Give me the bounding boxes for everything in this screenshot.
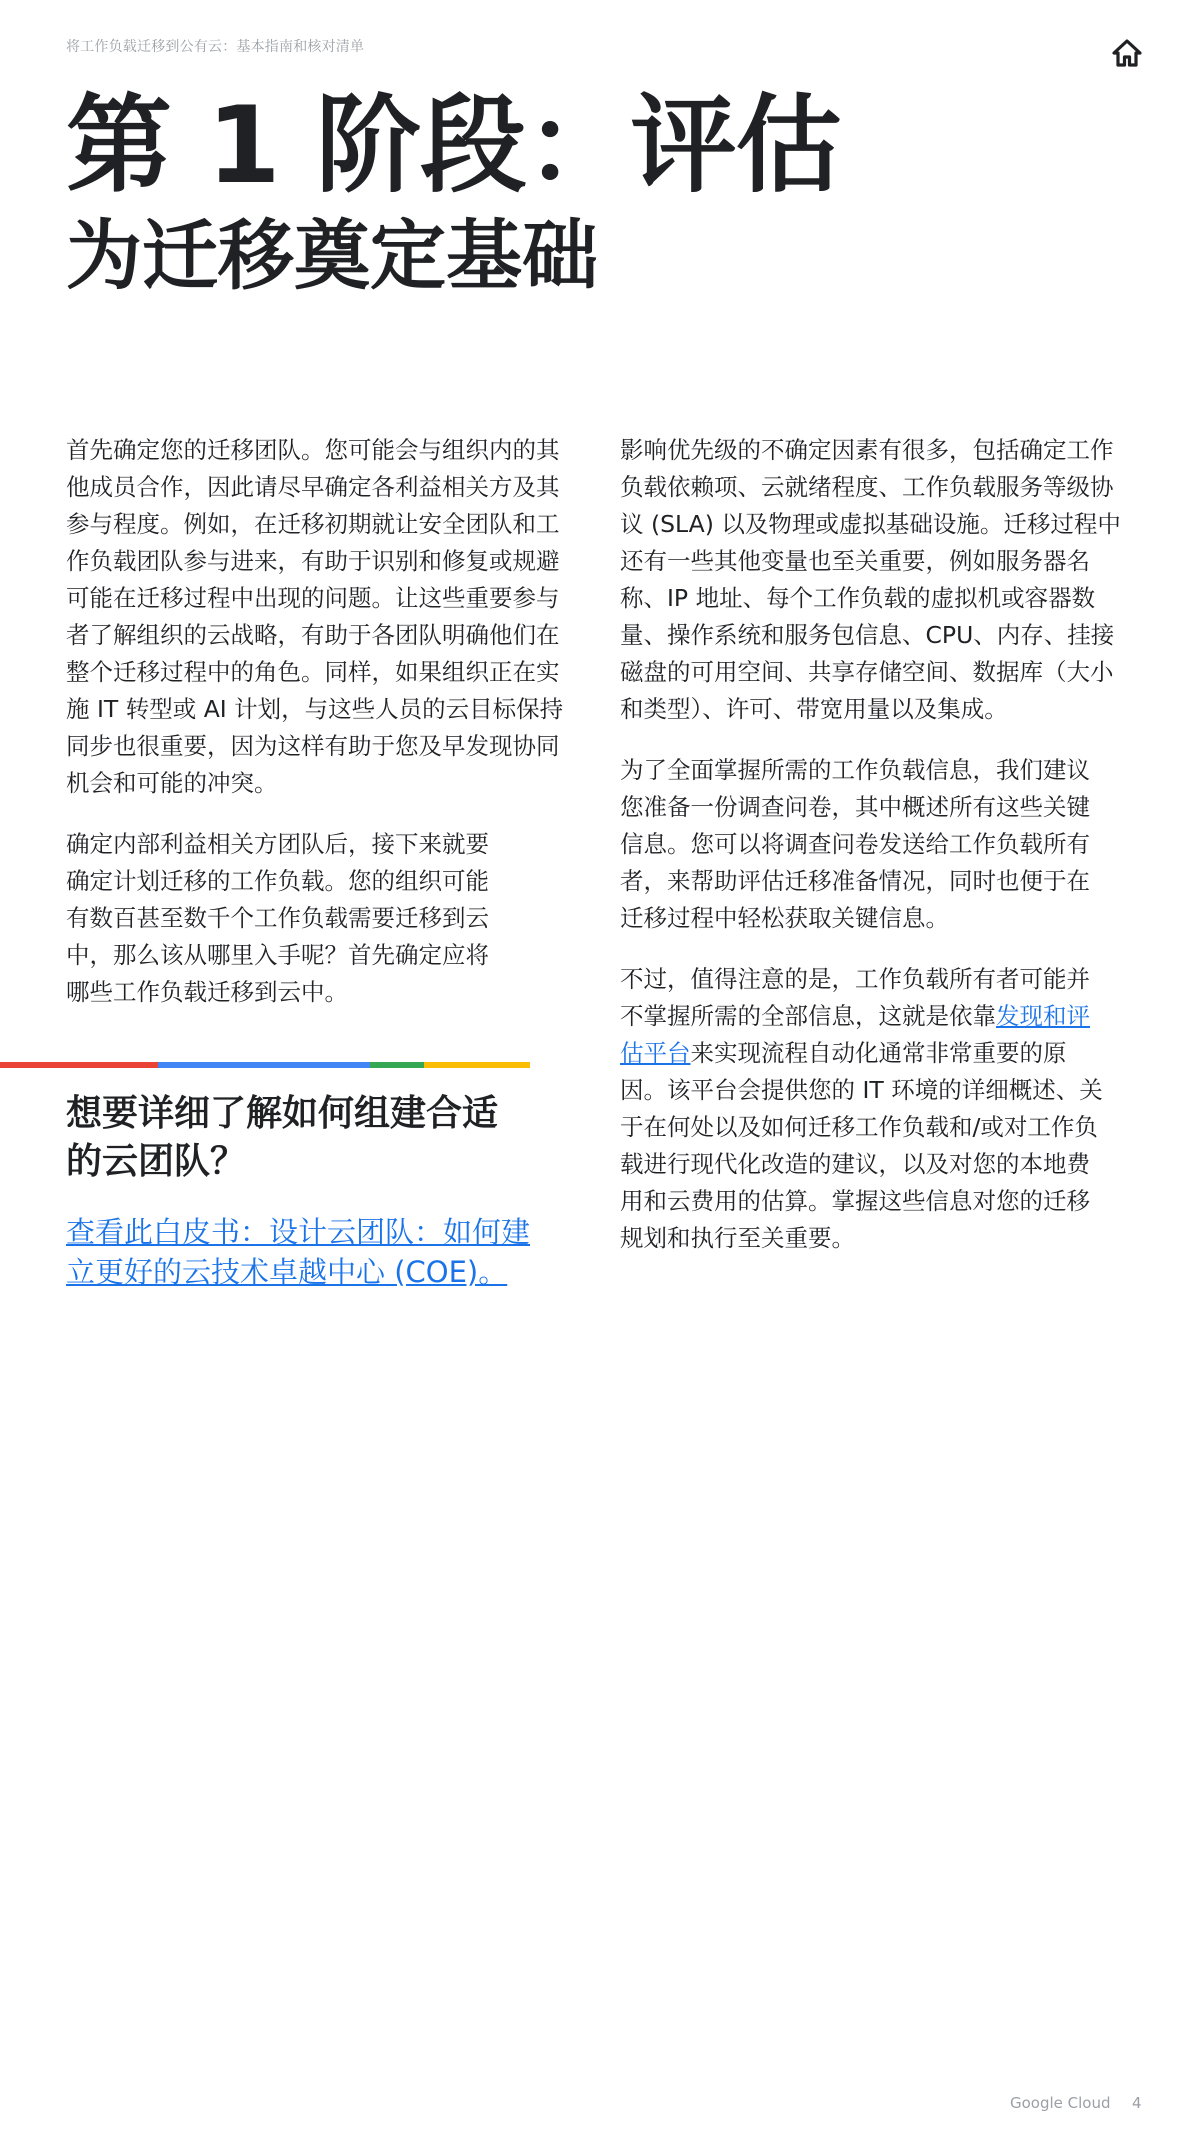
google-cloud-logo: Google Cloud xyxy=(1010,2094,1111,2112)
paragraph-questionnaire: 为了全面掌握所需的工作负载信息，我们建议您准备一份调查问卷，其中概述所有这些关键信息。您可以将调查问卷发送给工作负载所有者，来帮助评估迁移准备情况，同时也便于在迁移过程中轻松获取关键信息。 xyxy=(620,756,1090,932)
platform-text-before: 不过，值得注意的是，工作负载所有者可能并不掌握所需的全部信息，这就是依靠 xyxy=(620,965,1090,1030)
home-icon xyxy=(1112,39,1142,67)
whitepaper-link[interactable]: 查看此白皮书：设计云团队：如何建立更好的云技术卓越中心 (COE)。 xyxy=(66,1215,531,1289)
paragraph-priorities: 影响优先级的不确定因素有很多，包括确定工作负载依赖项、云就绪程度、工作负载服务等级协议 (SLA) 以及物理或虚拟基础设施。迁移过程中还有一些其他变量也至关重要，例如服务器名称、IP 地址、每个工作负载的虚拟机或容器数量、操作系统和服务包信息、CPU、内存、挂接磁盘的可用空间、共享存储空间、数据库（大小和类型）、许可、带宽用量以及集成。 xyxy=(620,436,1121,723)
right-column xyxy=(620,432,1130,1281)
paragraph-team: 首先确定您的迁移团队。您可能会与组织内的其他成员合作，因此请尽早确定各利益相关方及其参与程度。例如，在迁移初期就让安全团队和工作负载团队参与进来，有助于识别和修复或规避可能在迁移过程中出现的问题。让这些重要参与者了解组织的云战略，有助于各团队明确他们在整个迁移过程中的角色。同样，如果组织正在实施 IT 转型或 AI 计划，与这些人员的云目标保持同步也很重要，因为这样有助于您及早发现协同机会和可能的冲突。 xyxy=(66,436,564,797)
paragraph-workloads: 确定内部利益相关方团队后，接下来就要确定计划迁移的工作负载。您的组织可能有数百甚至数千个工作负载需要迁移到云中，那么该从哪里入手呢？首先确定应将哪些工作负载迁移到云中。 xyxy=(66,830,489,1006)
stripe-blue xyxy=(158,1062,370,1068)
home-button[interactable] xyxy=(1110,36,1144,70)
paragraph-platform xyxy=(620,961,1110,1257)
discovery-platform-link[interactable]: 发现和评估平台 xyxy=(620,1002,1090,1067)
callout-heading: 想要详细了解如何组建合适的云团队？ xyxy=(66,1093,499,1182)
page-title: 第 1 阶段：评估 xyxy=(66,84,841,207)
platform-text-after: 来实现流程自动化通常非常重要的原因。该平台会提供您的 IT 环境的详细概述、关于在何处以及如何迁移工作负载和/或对工作负载进行现代化改造的建议，以及对您的本地费用和云费用的估算。掌握这些信息对您的迁移规划和执行至关重要。 xyxy=(620,1039,1103,1252)
document-title: 将工作负载迁移到公有云：基本指南和核对清单 xyxy=(66,39,365,55)
left-column xyxy=(66,432,572,1035)
stripe-yellow xyxy=(424,1062,530,1068)
stripe-green xyxy=(370,1062,424,1068)
stripe-red xyxy=(0,1062,158,1068)
page-subtitle: 为迁移奠定基础 xyxy=(66,211,598,300)
color-stripe xyxy=(0,1062,530,1068)
page-number: 4 xyxy=(1132,2094,1142,2112)
